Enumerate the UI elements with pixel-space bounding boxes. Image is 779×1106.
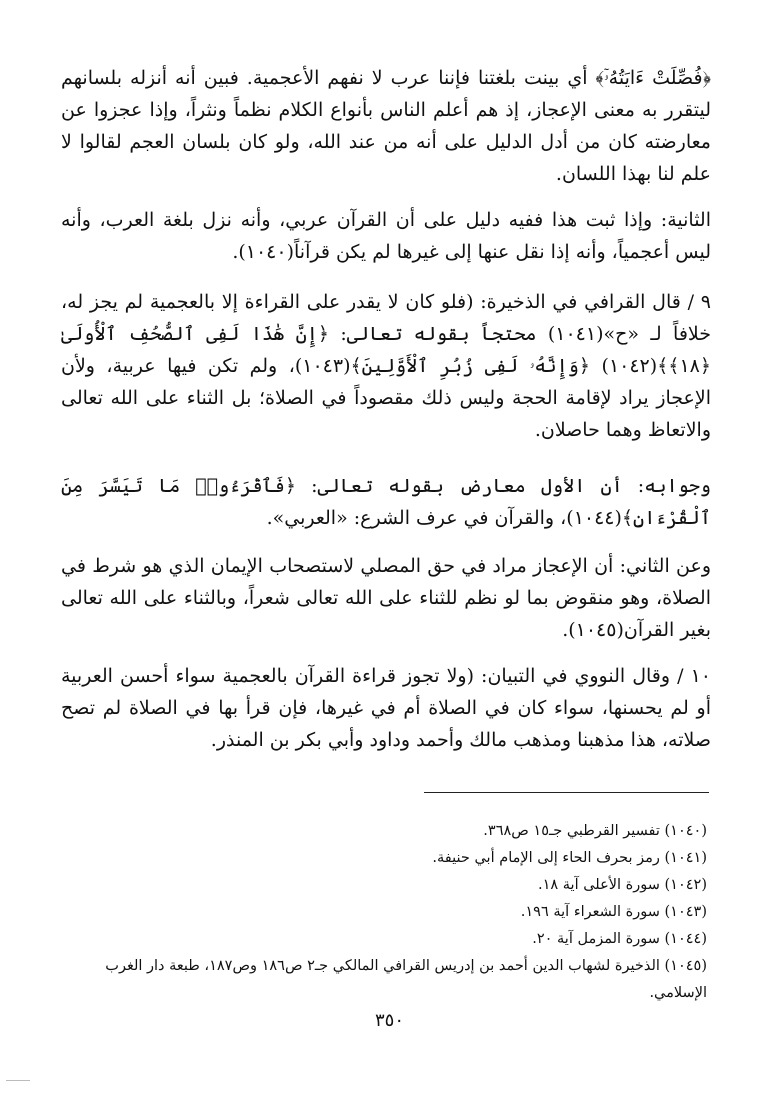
paragraph-3: ٩ / قال القرافي في الذخيرة: (فلو كان لا يقدر على القراءة إلا بالعجمية لم يجز له، خلافاً لـ «ح»(١٠٤١) محتجاً بقوله تعالى: ﴿إِنَّ هَٰذَا لَفِى ٱلصُّحُفِ ٱلْأُولَىٰ ﴿١٨﴾﴾(١٠٤٢) ﴿وَإِنَّهُۥ لَفِى زُبُرِ ٱلْأَوَّلِينَ﴾(١٠٤٣)، ولم تكن فيها عربية، ولأن الإعجاز يراد لإقامة الحجة وليس ذلك مقصوداً في الصلاة؛ بل الثناء على الله تعالى والاتعاظ وهما حاصلان.	[61, 291, 712, 441]
paragraph-1: ﴿فُصِّلَتْ ءَايَتُهُۥٓ﴾ أي بينت بلغتنا فإننا عرب لا نفهم الأعجمية. فبين أنه أنزله بلسانهم ليتقرر به معنى الإعجاز، إذ هم أعلم الناس بأنواع الكلام نظماً ونثراً، وإذا عجزوا عن معارضته كان من أدل الدليل على أنه من عند الله، ولو كان بلسان العجم لقالوا لا علم لنا بهذا اللسان.	[61, 67, 711, 185]
footnotes-list	[67, 818, 707, 1007]
footnote-1040: (١٠٤٠) تفسير القرطبي جـ١٥ ص٣٦٨.	[483, 823, 707, 839]
footnote-divider	[424, 792, 709, 793]
paragraph-2: الثانية: وإذا ثبت هذا ففيه دليل على أن القرآن عربي، وأنه نزل بلغة العرب، وأنه ليس أعجمياً، وأنه إذا نقل عنها إلى غيرها لم يكن قرآناً(١٠٤٠).	[61, 209, 711, 263]
paragraph-4: وجوابه: أن الأول معارض بقوله تعالى: ﴿فَٱقْرَءُوا۟ مَا تَيَسَّرَ مِنَ ٱلْقُرْءَانِ﴾(١٠٤٤)، والقرآن في عرف الشرع: «العربي».	[61, 475, 711, 529]
footnote-1045: (١٠٤٥) الذخيرة لشهاب الدين أحمد بن إدريس القرافي المالكي جـ٢ ص١٨٦ وص١٨٧، طبعة دار الغرب الإسلامي.	[105, 958, 707, 1001]
page-number: ٣٥٠	[374, 1010, 404, 1031]
footnote-1044: (١٠٤٤) سورة المزمل آية ٢٠.	[532, 931, 707, 947]
footnote-1043: (١٠٤٣) سورة الشعراء آية ١٩٦.	[520, 904, 707, 920]
scan-corner-mark	[6, 1080, 30, 1081]
paragraph-5: وعن الثاني: أن الإعجاز مراد في حق المصلي لاستصحاب الإيمان الذي هو شرط في الصلاة، وهو منقوض بما لو نظم للثناء على الله تعالى شعراً، وبالثناء على الله تعالى بغير القرآن(١٠٤٥).	[61, 555, 711, 641]
paragraph-6: ١٠ / وقال النووي في التبيان: (ولا تجوز قراءة القرآن بالعجمية سواء أحسن العربية أو لم يحسنها، سواء كان في الصلاة أم في غيرها، فإن قرأ بها في الصلاة لم تصح صلاته، هذا مذهبنا ومذهب مالك وأحمد وداود وأبي بكر بن المنذر.	[61, 665, 711, 751]
footnote-1042: (١٠٤٢) سورة الأعلى آية ١٨.	[537, 877, 707, 893]
footnote-1041: (١٠٤١) رمز بحرف الحاء إلى الإمام أبي حنيفة.	[432, 850, 707, 866]
